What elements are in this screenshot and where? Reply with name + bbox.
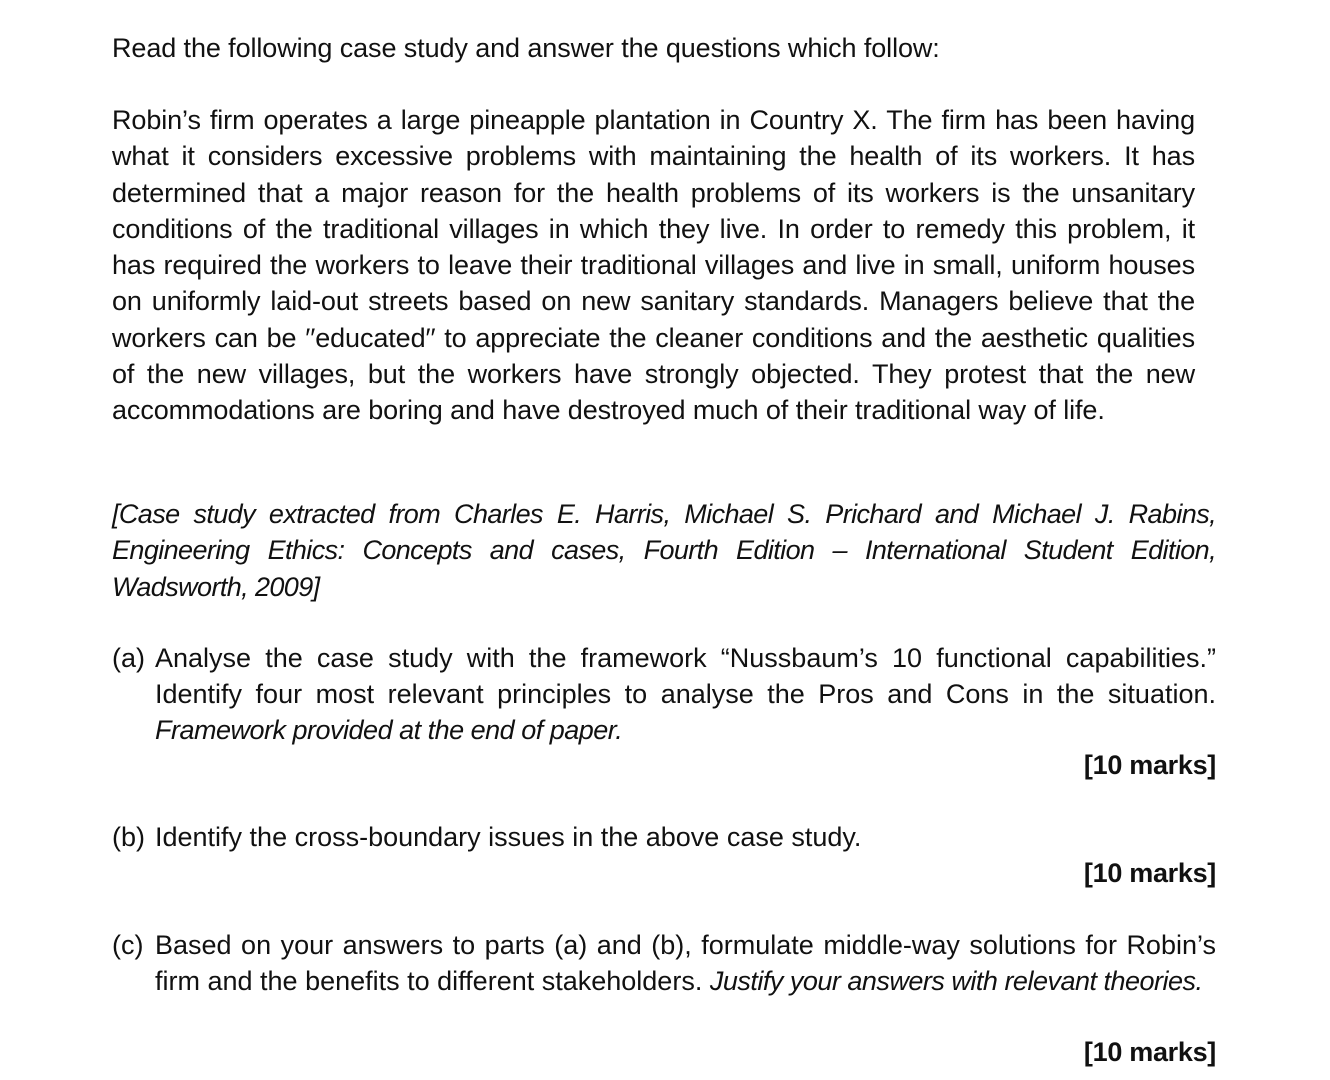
instruction-text: Read the following case study and answer the questions which follow: xyxy=(112,33,940,63)
question-b-text: Identify the cross-boundary issues in the above case study. xyxy=(155,822,862,852)
question-c-marks: [10 marks] xyxy=(1083,1037,1216,1067)
question-a-label: (a) xyxy=(112,643,145,673)
question-b-marks: [10 marks] xyxy=(1083,858,1216,888)
question-b-label: (b) xyxy=(112,822,145,852)
question-a-body xyxy=(155,640,1216,748)
case-study-citation: [Case study extracted from Charles E. Harris, Michael S. Prichard and Michael J. Rabins, Engineering Ethics: Concepts and cases, Fourth Edition – International Student Edition, Wadsworth, 2009] xyxy=(112,499,1216,602)
question-a-text: Analyse the case study with the framework “Nussbaum’s 10 functional capabilities.” Identify four most relevant principles to analyse the Pros and Cons in the situation. xyxy=(155,643,1216,709)
case-study-paragraph: Robin’s firm operates a large pineapple plantation in Country X. The firm has been having what it considers excessive problems with maintaining the health of its workers. It has determined that a major reason for the health problems of its workers is the unsanitary conditions of the traditional villages in which they live. In order to remedy this problem, it has required the workers to leave their traditional villages and live in small, uniform houses on uniformly laid-out streets based on new sanitary standards. Managers believe that the workers can be ′′educated′′ to appreciate the cleaner conditions and the aesthetic qualities of the new villages, but the workers have strongly objected. They protest that the new accommodations are boring and have destroyed much of their traditional way of life. xyxy=(112,105,1195,426)
question-a xyxy=(112,640,1216,748)
question-b xyxy=(112,819,1216,855)
question-c xyxy=(112,927,1216,999)
question-c-note: Justify your answers with relevant theories. xyxy=(709,966,1203,996)
question-b-body xyxy=(155,819,1216,855)
question-c-label: (c) xyxy=(112,930,144,960)
question-c-body xyxy=(155,927,1216,999)
question-a-marks: [10 marks] xyxy=(1083,750,1216,780)
question-c-text: Based on your answers to parts (a) and (b), formulate middle-way solutions for Robin’s firm and the benefits to different stakeholders. xyxy=(155,930,1216,996)
question-a-note: Framework provided at the end of paper. xyxy=(155,715,623,745)
